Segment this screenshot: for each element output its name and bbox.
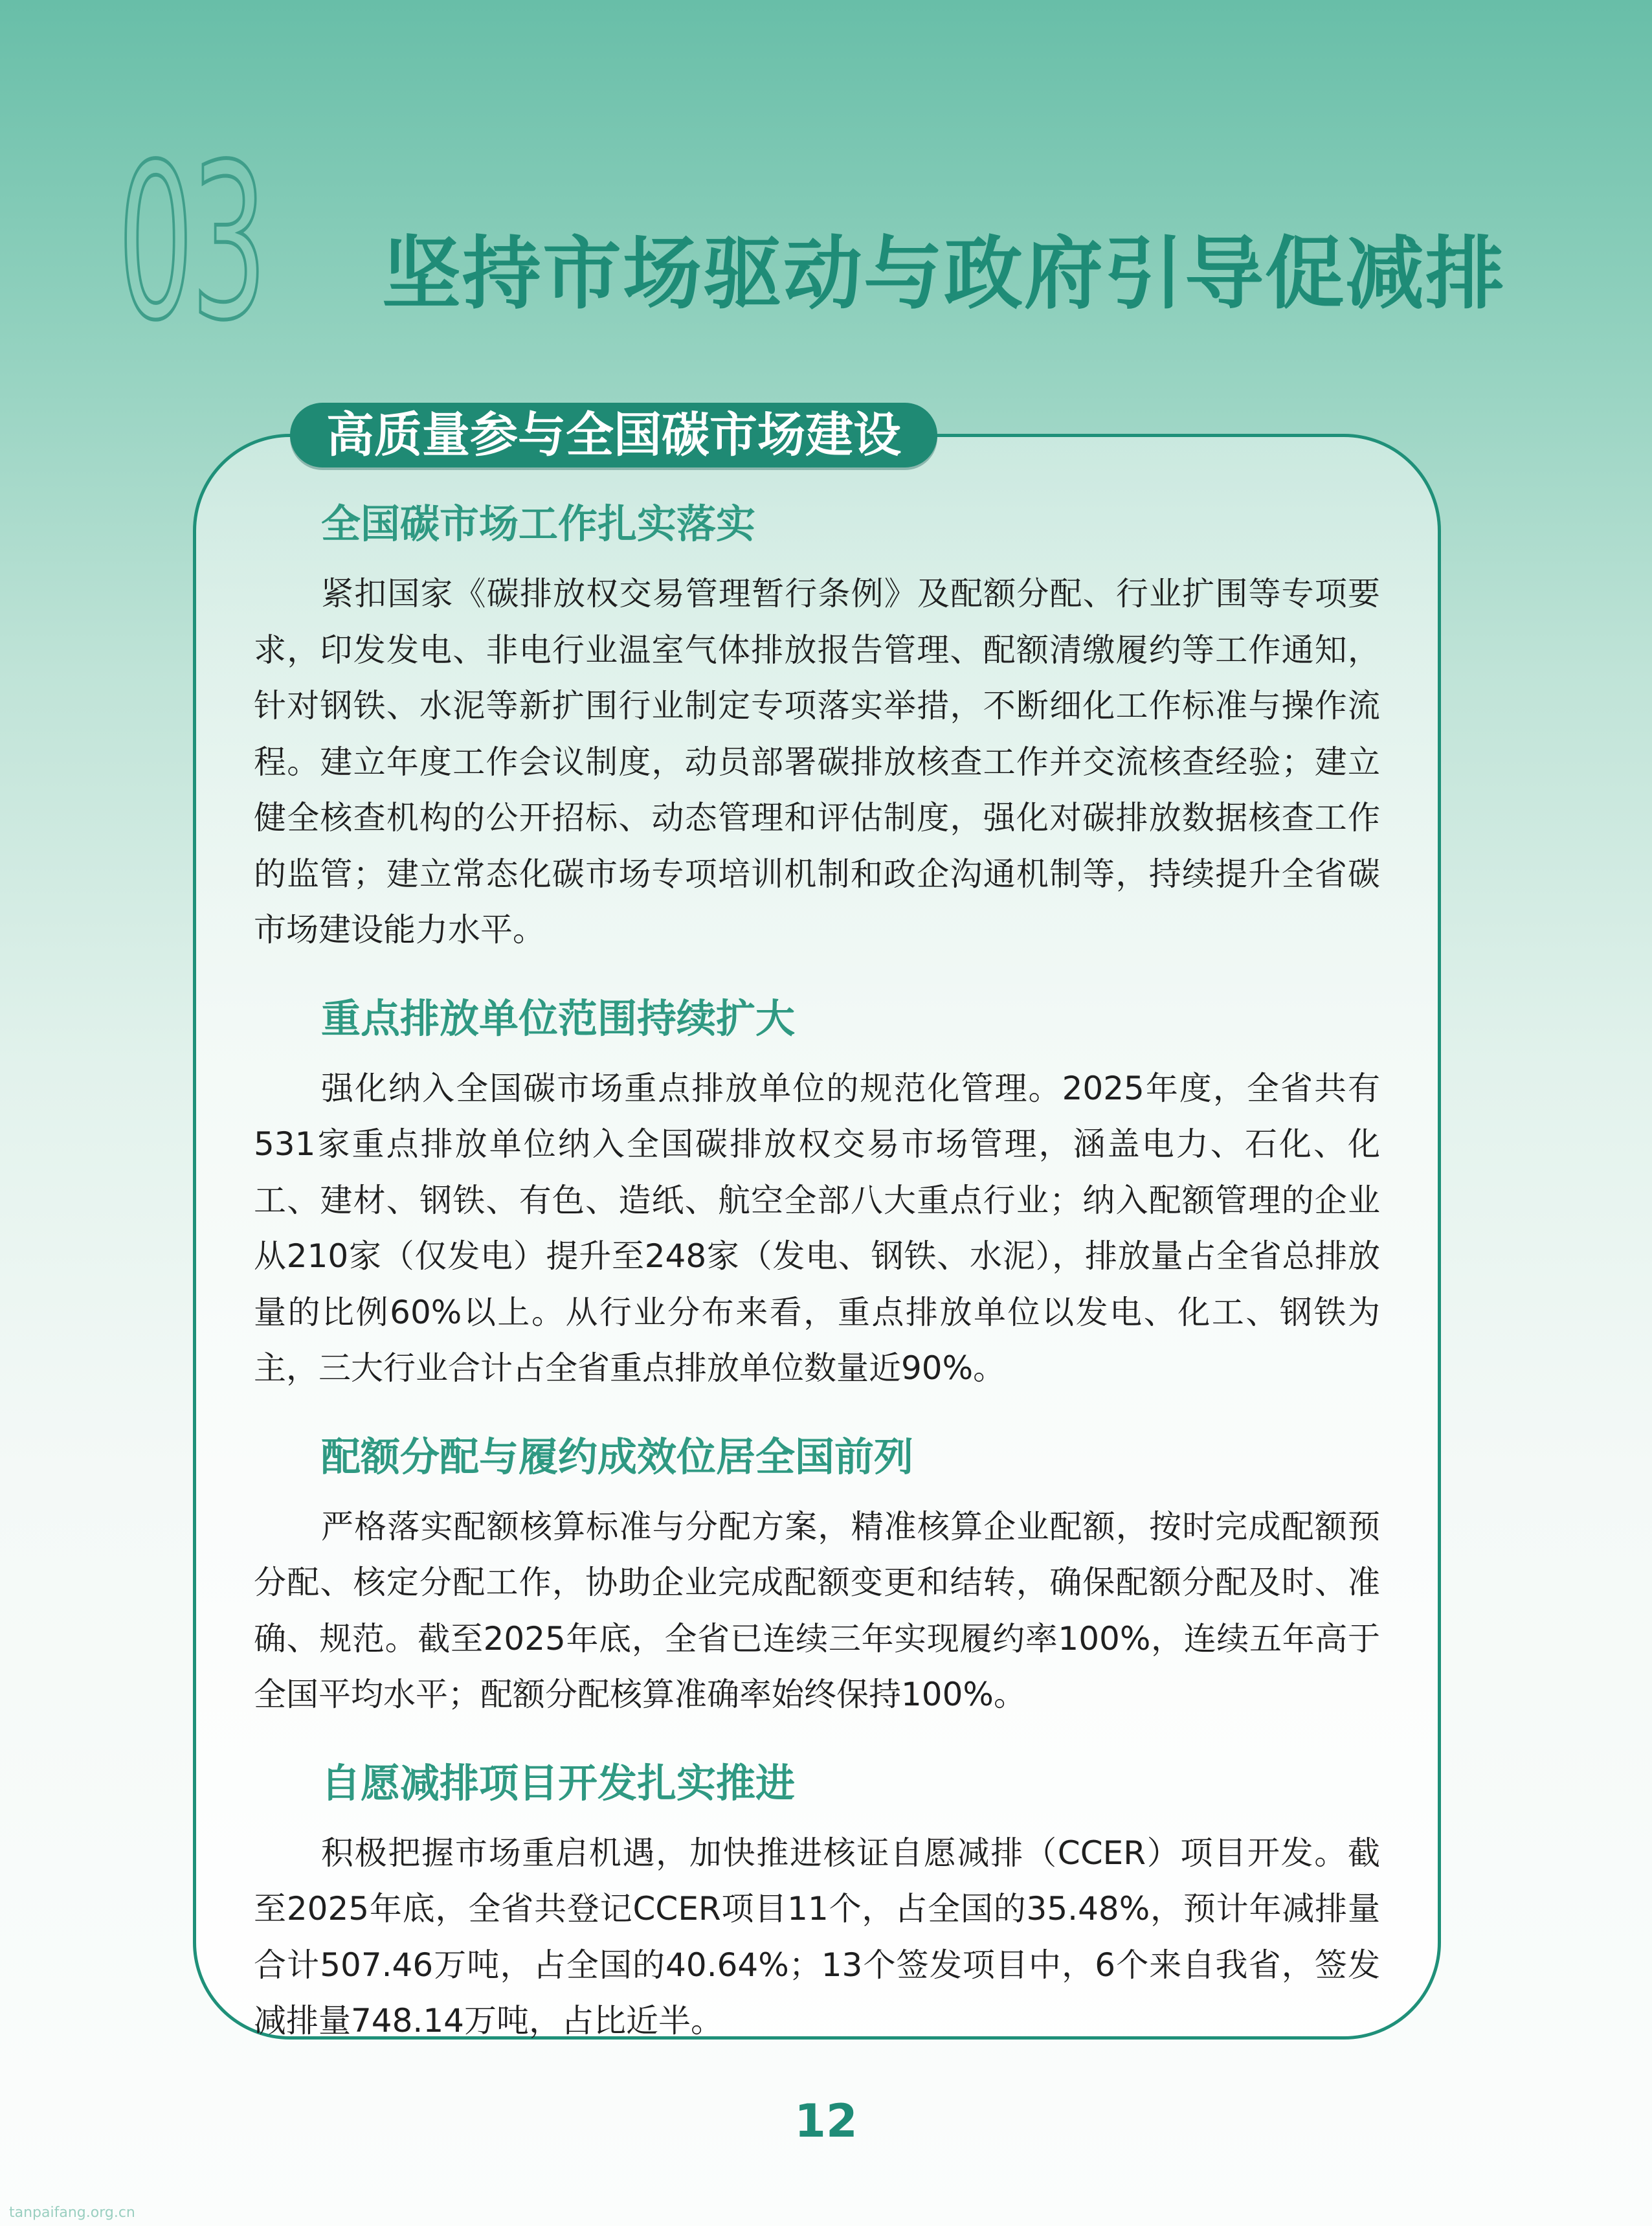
sub-heading: 配额分配与履约成效位居全国前列 bbox=[321, 1433, 914, 1480]
paragraph: 积极把握市场重启机遇，加快推进核证自愿减排（CCER）项目开发。截至2025年底，全省共登记CCER项目11个，占全国的35.48%，预计年减排量合计507.46万吨，占全国的40.64%；13个签发项目中，6个来自我省，签发减排量748.14万吨，占比近半。 bbox=[254, 1834, 1380, 2040]
page-number: 12 bbox=[794, 2095, 858, 2148]
paragraph: 严格落实配额核算标准与分配方案，精准核算企业配额，按时完成配额预分配、核定分配工作，协助企业完成配额变更和结转，确保配额分配及时、准确、规范。截至2025年底，全省已连续三年实现履约率100%，连续五年高于全国平均水平；配额分配核算准确率始终保持100%。 bbox=[254, 1507, 1380, 1713]
section-tab: 高质量参与全国碳市场建设 bbox=[290, 403, 937, 467]
chapter-number: 03 bbox=[118, 118, 265, 367]
content-block-market-work bbox=[254, 499, 1380, 958]
content-block-key-emitters bbox=[254, 993, 1380, 1397]
sub-heading: 重点排放单位范围持续扩大 bbox=[321, 995, 796, 1042]
watermark-text: tanpaifang.org.cn bbox=[9, 2205, 135, 2221]
content-block-quota-allocation bbox=[254, 1432, 1380, 1723]
paragraph: 强化纳入全国碳市场重点排放单位的规范化管理。2025年度，全省共有531家重点排放单位纳入全国碳排放权交易市场管理，涵盖电力、石化、化工、建材、钢铁、有色、造纸、航空全部八大重点行业；纳入配额管理的企业从210家（仅发电）提升至248家（发电、钢铁、水泥），排放量占全省总排放量的比例60%以上。从行业分布来看，重点排放单位以发电、化工、钢铁为主，三大行业合计占全省重点排放单位数量近90%。 bbox=[254, 1069, 1380, 1387]
section-content bbox=[254, 499, 1380, 2049]
content-block-ccer bbox=[254, 1758, 1380, 2049]
sub-heading: 自愿减排项目开发扎实推进 bbox=[321, 1760, 796, 1806]
paragraph: 紧扣国家《碳排放权交易管理暂行条例》及配额分配、行业扩围等专项要求，印发发电、非电行业温室气体排放报告管理、配额清缴履约等工作通知，针对钢铁、水泥等新扩围行业制定专项落实举措，不断细化工作标准与操作流程。建立年度工作会议制度，动员部署碳排放核查工作并交流核查经验；建立健全核查机构的公开招标、动态管理和评估制度，强化对碳排放数据核查工作的监管；建立常态化碳市场专项培训机制和政企沟通机制等，持续提升全省碳市场建设能力水平。 bbox=[254, 575, 1380, 949]
chapter-title: 坚持市场驱动与政府引导促减排 bbox=[382, 228, 1506, 320]
sub-heading: 全国碳市场工作扎实落实 bbox=[321, 501, 756, 547]
